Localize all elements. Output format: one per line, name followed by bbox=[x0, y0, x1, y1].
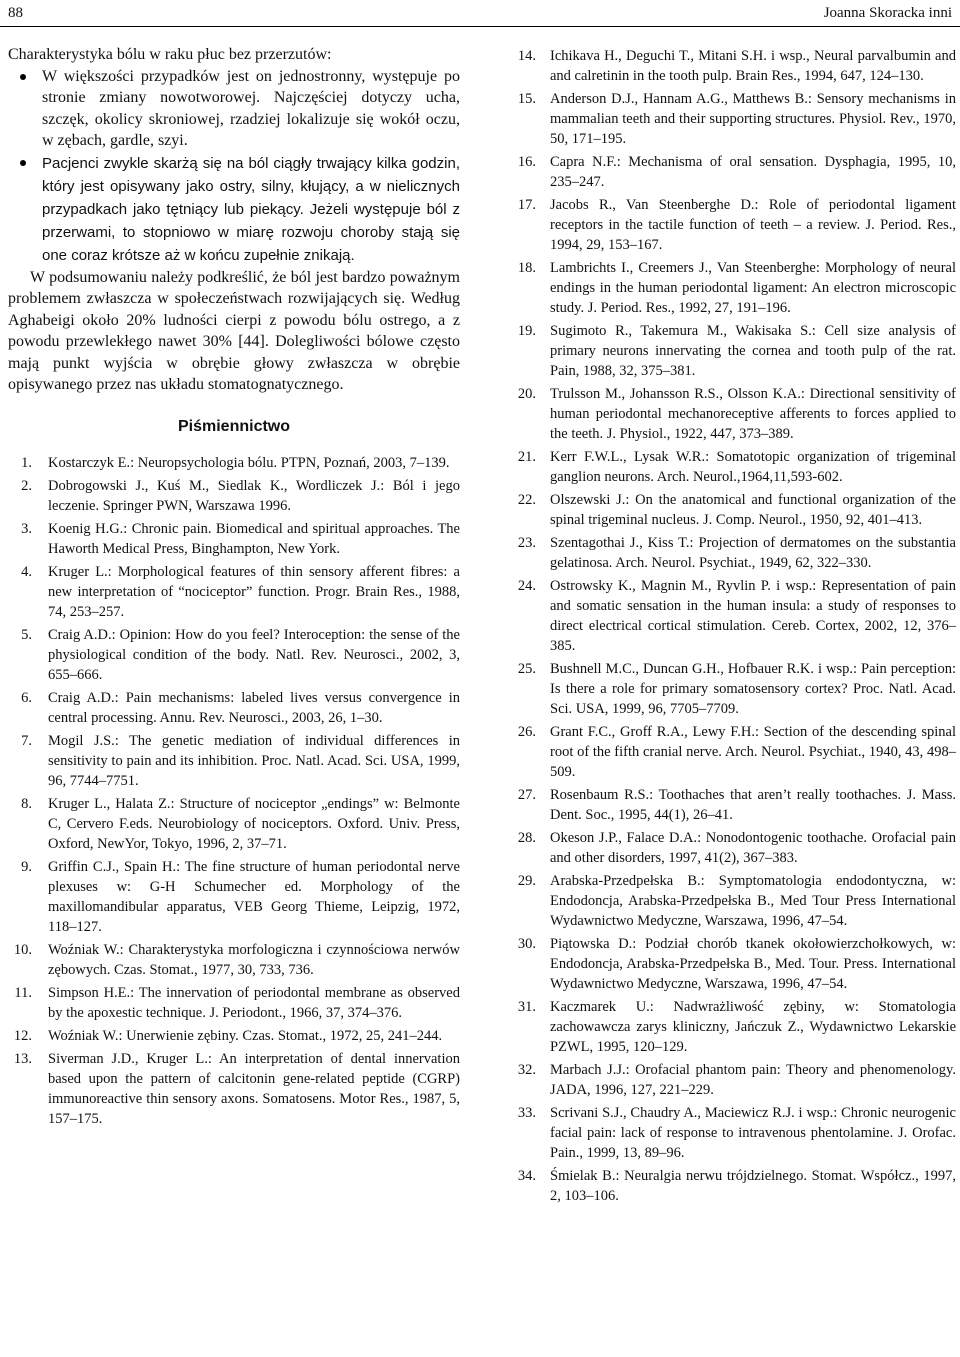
bullet-icon bbox=[20, 74, 26, 80]
reference-number: 31. bbox=[517, 999, 536, 1015]
reference-item bbox=[510, 659, 956, 719]
reference-text: Simpson H.E.: The innervation of periodontal membrane as observed by the apoxestic technique. J. Periodont., 1966, 37, 374–376. bbox=[48, 984, 460, 1021]
reference-text: Piątowska D.: Podział chorób tkanek okołowierzchołkowych, w: Endodoncja, Arabska-Przedpełska B., Med. Tour. Press. International Wydawnictwo Medyczne, Warszawa, 1996, 47–54. bbox=[550, 936, 956, 992]
reference-number: 23. bbox=[517, 535, 536, 551]
reference-item bbox=[510, 384, 956, 444]
reference-text: Kerr F.W.L., Lysak W.R.: Somatotopic organization of trigeminal ganglion neurons. Arch. Neurol.,1964,11,593-602. bbox=[550, 449, 956, 485]
reference-text: Ichikava H., Deguchi T., Mitani S.H. i wsp., Neural parvalbumin and and calretinin in the tooth pulp. Brain Res., 1994, 647, 124–130. bbox=[550, 48, 956, 84]
reference-text: Arabska-Przedpełska B.: Symptomatologia endodontyczna, w: Endodoncja, Arabska-Przedpełska B., Med Tour Press International Wydawnictwo Medyczne, Warszawa, 1996, 47–54. bbox=[550, 873, 956, 929]
reference-number: 26. bbox=[517, 724, 536, 740]
reference-number: 18. bbox=[517, 260, 536, 276]
reference-text: Capra N.F.: Mechanisma of oral sensation. Dysphagia, 1995, 10, 235–247. bbox=[550, 154, 956, 190]
reference-number: 11. bbox=[14, 984, 32, 1001]
reference-text: Ostrowsky K., Magnin M., Ryvlin P. i wsp.: Representation of pain and somatic sensation in the human insula: a study of responses to direct electrical cortical stimulation. Cereb. Cortex, 2002, 12, 376–385. bbox=[550, 578, 956, 654]
reference-item bbox=[510, 321, 956, 381]
reference-number: 8. bbox=[21, 795, 32, 812]
reference-item bbox=[8, 453, 460, 473]
bullet-item bbox=[8, 152, 460, 267]
reference-number: 24. bbox=[517, 578, 536, 594]
reference-item bbox=[8, 940, 460, 980]
reference-number: 33. bbox=[517, 1105, 536, 1121]
reference-text: Śmielak B.: Neuralgia nerwu trójdzielnego. Stomat. Współcz., 1997, 2, 103–106. bbox=[550, 1168, 956, 1204]
reference-number: 10. bbox=[13, 941, 32, 958]
bullet-text: Pacjenci zwykle skarżą się na ból ciągły trwający kilka godzin, który jest opisywany jako ostry, silny, kłujący, a w nielicznych przypadkach jako tętniący lub piekący. Jeżeli występuje ból z przerwami, to stopniowo w miarę rozwoju choroby stają się one coraz krótsze aż w końcu zupełnie znikają. bbox=[42, 154, 460, 264]
reference-item bbox=[510, 152, 956, 192]
reference-text: Lambrichts I., Creemers J., Van Steenberghe: Morphology of neural endings in the human periodontal ligament: An electron microscopic study. J. Period. Res., 1992, 27, 191–196. bbox=[550, 260, 956, 316]
summary-paragraph: W podsumowaniu należy podkreślić, że ból jest bardzo poważnym problemem zwłaszcza w społeczeństwach rozwijających się. Według Aghabeigi około 20% ludności cierpi z powodu bólu ostrego, a z powodu przewlekłego nawet 30% [44]. Dolegliwości bólowe często mają punkt wyjścia w obrębie głowy zwłaszcza w obrębie opisywanego przez nas układu stomatognatycznego. bbox=[8, 268, 460, 393]
reference-number: 17. bbox=[517, 197, 536, 213]
reference-item bbox=[510, 871, 956, 931]
page-header bbox=[8, 2, 952, 24]
reference-number: 15. bbox=[517, 91, 536, 107]
header-rule bbox=[0, 26, 960, 27]
reference-item bbox=[510, 1166, 956, 1206]
reference-item bbox=[8, 1026, 460, 1046]
reference-item bbox=[510, 447, 956, 487]
references-heading: Piśmiennictwo bbox=[177, 417, 291, 435]
reference-text: Olszewski J.: On the anatomical and functional organization of the spinal trigeminal nucleus. J. Comp. Neurol., 1950, 92, 401–413. bbox=[550, 492, 956, 528]
reference-item bbox=[510, 195, 956, 255]
reference-item bbox=[8, 1049, 460, 1129]
reference-number: 13. bbox=[13, 1050, 32, 1067]
symptom-list bbox=[8, 66, 460, 267]
reference-text: Marbach J.J.: Orofacial phantom pain: Theory and phenomenology. JADA, 1996, 127, 221–229. bbox=[550, 1062, 956, 1098]
reference-text: Kaczmarek U.: Nadwrażliwość zębiny, w: Stomatologia zachowawcza zarys kliniczny, Jańczuk Z., Wydawnictwo Lekarskie PZWL, 1995, 120–129. bbox=[550, 999, 956, 1055]
reference-text: Kostarczyk E.: Neuropsychologia bólu. PTPN, Poznań, 2003, 7–139. bbox=[48, 454, 450, 471]
reference-item bbox=[510, 934, 956, 994]
reference-text: Dobrogowski J., Kuś M., Siedlak K., Wordliczek J.: Ból i jego leczenie. Springer PWN, Warszawa 1996. bbox=[48, 477, 460, 514]
right-column bbox=[510, 46, 956, 1209]
reference-item bbox=[8, 562, 460, 622]
reference-item bbox=[510, 828, 956, 868]
reference-number: 29. bbox=[517, 873, 536, 889]
reference-text: Craig A.D.: Pain mechanisms: labeled lives versus convergence in central processing. Annu. Rev. Neurosci., 2003, 26, 1–30. bbox=[48, 689, 460, 726]
reference-number: 20. bbox=[517, 386, 536, 402]
reference-item bbox=[8, 794, 460, 854]
reference-item bbox=[510, 89, 956, 149]
reference-number: 27. bbox=[517, 787, 536, 803]
reference-text: Craig A.D.: Opinion: How do you feel? Interoception: the sense of the physiological condition of the body. Natl. Rev. Neurosci., 2002, 3, 655–666. bbox=[48, 626, 460, 683]
reference-number: 14. bbox=[517, 48, 536, 64]
reference-text: Bushnell M.C., Duncan G.H., Hofbauer R.K. i wsp.: Pain perception: Is there a role for primary somatosensory cortex? Proc. Natl. Acad. Sci. USA, 1999, 96, 7705–7709. bbox=[550, 661, 956, 717]
reference-number: 30. bbox=[517, 936, 536, 952]
reference-text: Trulsson M., Johansson R.S., Olsson K.A.: Directional sensitivity of human periodontal mechanoreceptive afferents to forces applied to the teeth. J. Physiol., 1922, 447, 373–389. bbox=[550, 386, 956, 442]
reference-item bbox=[510, 1103, 956, 1163]
reference-number: 2. bbox=[21, 477, 32, 494]
reference-item bbox=[8, 625, 460, 685]
reference-text: Grant F.C., Groff R.A., Lewy F.H.: Section of the descending spinal root of the fifth cranial nerve. Arch. Neurol. Psychiat., 1940, 43, 498–509. bbox=[550, 724, 956, 780]
reference-text: Szentagothai J., Kiss T.: Projection of dermatomes on the substantia gelatinosa. Arch. Neurol. Psychiat., 1949, 62, 322–330. bbox=[550, 535, 956, 571]
reference-text: Rosenbaum R.S.: Toothaches that aren’t really toothaches. J. Mass. Dent. Soc., 1995, 44(1), 26–41. bbox=[550, 787, 956, 823]
reference-number: 16. bbox=[517, 154, 536, 170]
reference-number: 32. bbox=[517, 1062, 536, 1078]
bullet-item bbox=[8, 66, 460, 152]
reference-item bbox=[8, 731, 460, 791]
reference-item bbox=[510, 785, 956, 825]
reference-number: 25. bbox=[517, 661, 536, 677]
reference-number: 1. bbox=[21, 454, 32, 471]
reference-number: 9. bbox=[21, 858, 32, 875]
reference-item bbox=[510, 722, 956, 782]
intro-lead: Charakterystyka bólu w raku płuc bez przerzutów: bbox=[8, 46, 332, 63]
reference-text: Okeson J.P., Falace D.A.: Nonodontogenic toothache. Orofacial pain and other disorders, 1997, 41(2), 367–383. bbox=[550, 830, 956, 866]
reference-item bbox=[8, 476, 460, 516]
bullet-text: W większości przypadków jest on jednostronny, występuje po stronie zmiany nowotworowej. Najczęściej dotyczy ucha, szczęk, okolicy skroniowej, rzadziej lokalizuje się wokół oczu, w zębach, gardle, szyi. bbox=[42, 67, 460, 149]
reference-text: Scrivani S.J., Chaudry A., Maciewicz R.J. i wsp.: Chronic neurogenic facial pain: lack of response to intravenous phentolamine. J. Orofac. Pain., 1999, 13, 89–96. bbox=[550, 1105, 956, 1161]
reference-text: Jacobs R., Van Steenberghe D.: Role of periodontal ligament receptors in the tactile function of teeth – a review. J. Period. Res., 1994, 29, 153–167. bbox=[550, 197, 956, 253]
reference-item bbox=[510, 576, 956, 656]
reference-number: 28. bbox=[517, 830, 536, 846]
running-author: Joanna Skoracka inni bbox=[823, 5, 952, 21]
page-number: 88 bbox=[8, 5, 23, 21]
reference-text: Anderson D.J., Hannam A.G., Matthews B.: Sensory mechanisms in mammalian teeth and their supporting structures. Physiol. Rev., 1970, 50, 171–195. bbox=[550, 91, 956, 147]
reference-number: 4. bbox=[21, 563, 32, 580]
reference-text: Kruger L.: Morphological features of thin sensory afferent fibres: a new interpretation of “nociceptor” function. Progr. Brain Res., 1988, 74, 253–257. bbox=[48, 563, 460, 620]
reference-text: Mogil J.S.: The genetic mediation of individual differences in sensitivity to pain and its inhibition. Proc. Natl. Acad. Sci. USA, 1999, 96, 7744–7751. bbox=[48, 732, 460, 789]
reference-list-right bbox=[510, 46, 956, 1206]
reference-text: Woźniak W.: Unerwienie zębiny. Czas. Stomat., 1972, 25, 241–244. bbox=[48, 1027, 443, 1044]
reference-item bbox=[510, 490, 956, 530]
reference-item bbox=[8, 857, 460, 937]
bullet-icon bbox=[20, 160, 26, 166]
reference-number: 5. bbox=[21, 626, 32, 643]
reference-text: Sugimoto R., Takemura M., Wakisaka S.: Cell size analysis of primary neurons innervating the cornea and tooth pulp of the rat. Pain, 1988, 32, 375–381. bbox=[550, 323, 956, 379]
reference-item bbox=[510, 46, 956, 86]
reference-number: 22. bbox=[517, 492, 536, 508]
reference-text: Koenig H.G.: Chronic pain. Biomedical and spiritual approaches. The Haworth Medical Press, Binghampton, New York. bbox=[48, 520, 460, 557]
reference-item bbox=[8, 519, 460, 559]
reference-list-left bbox=[8, 453, 460, 1129]
reference-text: Siverman J.D., Kruger L.: An interpretation of dental innervation based upon the pattern of calcitonin gene-related peptide (CGRP) immunoreactive thin sensory axons. Somatosens. Motor Res., 1987, 5, 157–175. bbox=[48, 1050, 460, 1127]
left-column bbox=[8, 44, 460, 1132]
reference-number: 34. bbox=[517, 1168, 536, 1184]
reference-text: Griffin C.J., Spain H.: The fine structure of human periodontal nerve plexuses w: G-H Schumecher ed. Morphology of the maxillomandibular apparatus, VEB Georg Thieme, Leipzig, 1972, 118–127. bbox=[48, 858, 460, 935]
reference-item bbox=[8, 688, 460, 728]
reference-number: 19. bbox=[517, 323, 536, 339]
reference-number: 3. bbox=[21, 520, 32, 537]
reference-item bbox=[510, 258, 956, 318]
reference-text: Woźniak W.: Charakterystyka morfologiczna i czynnościowa nerwów zębowych. Czas. Stomat., 1977, 30, 733, 736. bbox=[48, 941, 460, 978]
reference-item bbox=[510, 997, 956, 1057]
reference-item bbox=[510, 533, 956, 573]
reference-number: 21. bbox=[517, 449, 536, 465]
reference-number: 6. bbox=[21, 689, 32, 706]
reference-item bbox=[510, 1060, 956, 1100]
reference-text: Kruger L., Halata Z.: Structure of nociceptor „endings” w: Belmonte C, Cervero F.eds. Neurobiology of nociceptors. Oxford. Univ. Press, Oxford, NewYor, Tokyo, 1996, 2, 37–71. bbox=[48, 795, 460, 852]
reference-item bbox=[8, 983, 460, 1023]
reference-number: 12. bbox=[13, 1027, 32, 1044]
reference-number: 7. bbox=[21, 732, 32, 749]
